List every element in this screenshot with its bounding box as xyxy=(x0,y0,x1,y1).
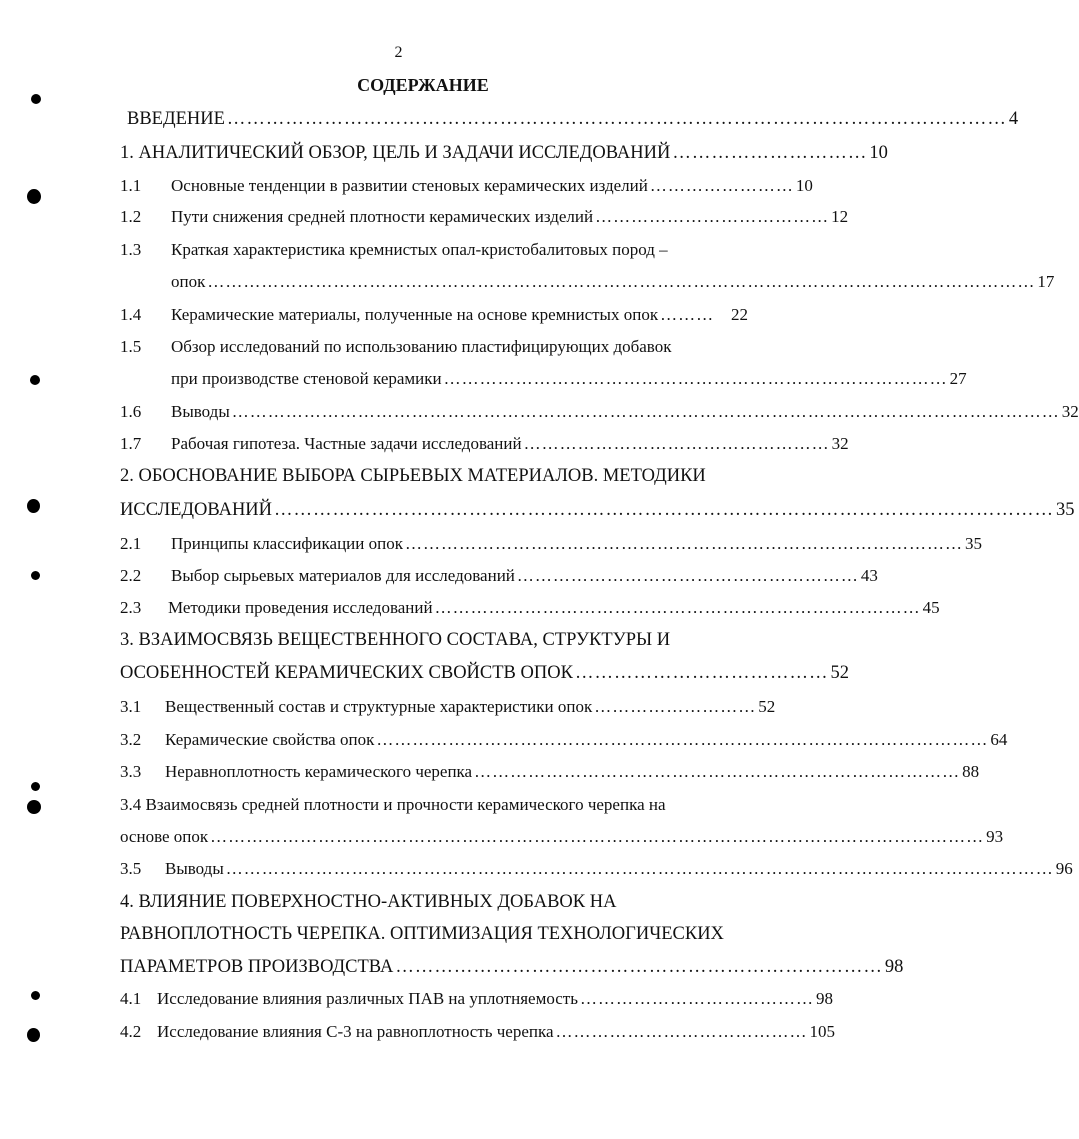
toc-entry-title: Выводы xyxy=(165,859,224,878)
toc-entry-title: Исследование влияния различных ПАВ на уплотняемость xyxy=(157,989,578,1008)
toc-entry-page: 105 xyxy=(809,1022,836,1041)
toc-entry-title: Вещественный состав и структурные характеристики опок xyxy=(165,697,593,716)
toc-entry-title: Методики проведения исследований xyxy=(168,598,433,617)
toc-entry-page: 17 xyxy=(1037,272,1055,291)
toc-entry-intro: ВВЕДЕНИЕ ………………………………………………………………………………………………………… 4 xyxy=(127,109,1019,129)
punch-hole-mark xyxy=(31,991,40,1000)
toc-entry-title: Пути снижения средней плотности керамических изделий xyxy=(171,207,594,226)
punch-hole-mark xyxy=(31,782,40,791)
toc-entry-page: 4 xyxy=(1008,109,1019,129)
toc-entry-number: 3.3 xyxy=(120,762,142,781)
punch-hole-mark xyxy=(27,499,40,513)
punch-hole-mark xyxy=(27,189,41,204)
toc-entry-3-3: Неравноплотность керамического черепка ……………………………………………………………………… 88 xyxy=(165,762,980,781)
toc-entry-title: ПАРАМЕТРОВ ПРОИЗВОДСТВА xyxy=(120,957,394,977)
toc-entry-page: 96 xyxy=(1055,859,1073,878)
toc-entry-1-2: Пути снижения средней плотности керамических изделий ………………………………… 12 xyxy=(171,207,849,226)
toc-entry-page: 45 xyxy=(922,598,940,617)
toc-entry-title: Неравноплотность керамического черепка xyxy=(165,762,473,781)
toc-entry-title: Исследование влияния С-3 на равноплотность черепка xyxy=(157,1022,554,1041)
toc-entry-page: 10 xyxy=(795,176,813,195)
page-number: 2 xyxy=(394,44,403,61)
toc-entry-page: 35 xyxy=(1056,500,1075,520)
toc-entry-3-2: Керамические свойства опок ………………………………………………………………………………………… 64 xyxy=(165,730,1008,749)
toc-entry-number: 2.1 xyxy=(120,534,142,553)
toc-entry-4-2: Исследование влияния С-3 на равноплотность черепка …………………………………… 105 xyxy=(157,1022,836,1041)
toc-entry-title: при производстве стеновой керамики xyxy=(171,369,442,388)
page-title: СОДЕРЖАНИЕ xyxy=(357,75,489,95)
toc-entry-chapter-4-line2: РАВНОПЛОТНОСТЬ ЧЕРЕПКА. ОПТИМИЗАЦИЯ ТЕХНОЛОГИЧЕСКИХ xyxy=(120,924,724,944)
toc-entry-chapter-2-line1: 2. ОБОСНОВАНИЕ ВЫБОРА СЫРЬЕВЫХ МАТЕРИАЛОВ. МЕТОДИКИ xyxy=(120,466,706,486)
punch-hole-mark xyxy=(31,571,40,580)
toc-entry-chapter-3-line1: 3. ВЗАИМОСВЯЗЬ ВЕЩЕСТВЕННОГО СОСТАВА, СТРУКТУРЫ И xyxy=(120,630,671,650)
toc-entry-page: 10 xyxy=(869,143,888,163)
toc-entry-number: 1.3 xyxy=(120,240,142,259)
toc-entry-page: 32 xyxy=(1061,402,1079,421)
toc-entry-1-5-line1: Обзор исследований по использованию пластифицирующих добавок xyxy=(171,337,672,356)
toc-entry-chapter-2: ИССЛЕДОВАНИЙ ………………………………………………………………………………………………………… 35 xyxy=(120,500,1075,520)
toc-entry-3-4: основе опок ………………………………………………………………………………………………………………… 93 xyxy=(120,827,1004,846)
toc-entry-number: 2.2 xyxy=(120,566,142,585)
toc-entry-chapter-4-line1: 4. ВЛИЯНИЕ ПОВЕРХНОСТНО-АКТИВНЫХ ДОБАВОК НА xyxy=(120,892,617,912)
toc-entry-number: 1.5 xyxy=(120,337,142,356)
toc-entry-3-1: Вещественный состав и структурные характеристики опок ……………………… 52 xyxy=(165,697,776,716)
toc-entry-number: 3.2 xyxy=(120,730,142,749)
toc-entry-1-3-line1: Краткая характеристика кремнистых опал-кристобалитовых пород – xyxy=(171,240,668,259)
toc-entry-number: 1.2 xyxy=(120,207,142,226)
toc-entry-1-6: Выводы ………………………………………………………………………………………………………………………… 32 xyxy=(171,402,1079,421)
toc-entry-title: Керамические свойства опок xyxy=(165,730,375,749)
toc-entry-number: 3.1 xyxy=(120,697,142,716)
toc-entry-1-7: Рабочая гипотеза. Частные задачи исследований …………………………………………… 32 xyxy=(171,434,849,453)
toc-entry-title: основе опок xyxy=(120,827,209,846)
toc-entry-title: 1. АНАЛИТИЧЕСКИЙ ОБЗОР, ЦЕЛЬ И ЗАДАЧИ ИССЛЕДОВАНИЙ xyxy=(120,143,671,163)
toc-entry-page: 27 xyxy=(949,369,967,388)
toc-entry-page: 64 xyxy=(990,730,1008,749)
toc-entry-title: ИССЛЕДОВАНИЙ xyxy=(120,500,273,520)
toc-entry-page: 88 xyxy=(962,762,980,781)
toc-entry-2-3: Методики проведения исследований ……………………………………………………………………… 45 xyxy=(168,598,940,617)
toc-entry-chapter-4: ПАРАМЕТРОВ ПРОИЗВОДСТВА ………………………………………………………………… 98 xyxy=(120,957,904,977)
toc-entry-number: 3.5 xyxy=(120,859,142,878)
toc-entry-number: 1.7 xyxy=(120,434,142,453)
toc-entry-page: 98 xyxy=(884,957,904,977)
toc-entry-page: 12 xyxy=(831,207,849,226)
toc-entry-title: Выбор сырьевых материалов для исследований xyxy=(171,566,515,585)
toc-entry-chapter-1: 1. АНАЛИТИЧЕСКИЙ ОБЗОР, ЦЕЛЬ И ЗАДАЧИ ИССЛЕДОВАНИЙ ………………………… 10 xyxy=(120,143,888,163)
toc-entry-2-2: Выбор сырьевых материалов для исследований ………………………………………………… 43 xyxy=(171,566,878,585)
toc-entry-title: Керамические материалы, полученные на основе кремнистых опок xyxy=(171,305,659,324)
toc-entry-number: 2.3 xyxy=(120,598,142,617)
toc-entry-3-4-line1: 3.4 Взаимосвязь средней плотности и прочности керамического черепка на xyxy=(120,795,666,814)
toc-entry-2-1: Принципы классификации опок ………………………………………………………………………………… 35 xyxy=(171,534,982,553)
toc-entry-1-3: опок ………………………………………………………………………………………………………………………… 17 xyxy=(171,272,1055,291)
toc-entry-page: 22 xyxy=(731,305,748,324)
punch-hole-mark xyxy=(27,800,41,814)
toc-entry-1-1: Основные тенденции в развитии стеновых керамических изделий …………………… 10 xyxy=(171,176,813,195)
toc-entry-title: ОСОБЕННОСТЕЙ КЕРАМИЧЕСКИХ СВОЙСТВ ОПОК xyxy=(120,663,573,683)
toc-entry-1-5: при производстве стеновой керамики ………………………………………………………………………… 27 xyxy=(171,369,967,388)
punch-hole-mark xyxy=(30,375,40,385)
toc-entry-number: 4.1 xyxy=(120,989,142,1008)
toc-entry-title: опок xyxy=(171,272,206,291)
toc-entry-page: 52 xyxy=(830,663,849,683)
toc-entry-1-4: Керамические материалы, полученные на основе кремнистых опок ……… 22 xyxy=(171,305,748,324)
toc-entry-title: Рабочая гипотеза. Частные задачи исследований xyxy=(171,434,522,453)
toc-entry-title: Основные тенденции в развитии стеновых керамических изделий xyxy=(171,176,648,195)
toc-entry-page: 32 xyxy=(831,434,849,453)
toc-entry-page: 43 xyxy=(860,566,878,585)
toc-entry-title: ВВЕДЕНИЕ xyxy=(127,109,225,129)
punch-hole-mark xyxy=(31,94,41,104)
toc-entry-page: 98 xyxy=(815,989,833,1008)
toc-entry-page: 35 xyxy=(964,534,982,553)
toc-entry-title: Выводы xyxy=(171,402,230,421)
toc-entry-number: 4.2 xyxy=(120,1022,142,1041)
toc-entry-3-5: Выводы ………………………………………………………………………………………………………………………… 96 xyxy=(165,859,1073,878)
toc-entry-title: Принципы классификации опок xyxy=(171,534,403,553)
toc-entry-page: 93 xyxy=(986,827,1004,846)
toc-entry-number: 1.6 xyxy=(120,402,142,421)
toc-entry-chapter-3: ОСОБЕННОСТЕЙ КЕРАМИЧЕСКИХ СВОЙСТВ ОПОК ………………………………… 52 xyxy=(120,663,849,683)
toc-entry-page: 52 xyxy=(758,697,776,716)
punch-hole-mark xyxy=(27,1028,40,1042)
toc-entry-number: 1.1 xyxy=(120,176,142,195)
toc-entry-4-1: Исследование влияния различных ПАВ на уплотняемость ………………………………… 98 xyxy=(157,989,833,1008)
toc-entry-number: 1.4 xyxy=(120,305,142,324)
